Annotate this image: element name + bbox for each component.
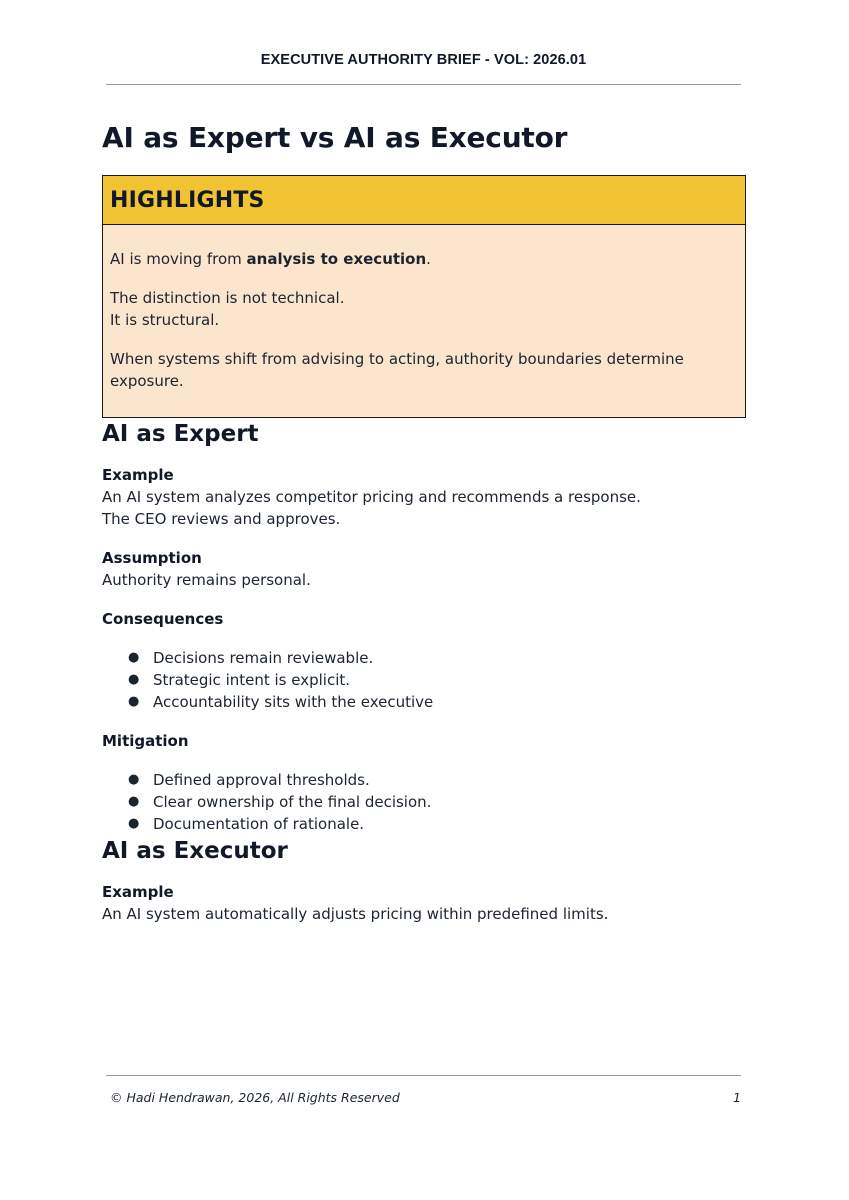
executor-example-label: Example (102, 883, 174, 901)
list-item (102, 769, 746, 791)
expert-assumption-label: Assumption (102, 549, 202, 567)
mitigation-text: Clear ownership of the final decision. (153, 793, 432, 811)
mitigation-list (102, 769, 746, 835)
executor-example-line-1: An AI system automatically adjusts pricing within predefined limits. (102, 905, 609, 923)
mitigation-text: Defined approval thresholds. (153, 771, 370, 789)
running-header: EXECUTIVE AUTHORITY BRIEF - VOL: 2026.01 (260, 52, 587, 68)
expert-assumption-block (102, 547, 746, 591)
highlights-heading: HIGHLIGHTS (110, 187, 265, 213)
highlights-body (103, 225, 745, 417)
highlights-p1-prefix: AI is moving from (110, 250, 247, 268)
list-item (102, 791, 746, 813)
expert-consequences-block (102, 608, 746, 713)
list-item (102, 647, 746, 669)
page-content (102, 118, 746, 925)
consequence-text: Accountability sits with the executive (153, 693, 434, 711)
copyright-notice: © Hadi Hendrawan, 2026, All Rights Reserved (110, 1090, 400, 1105)
page-title: AI as Expert vs AI as Executor (102, 121, 568, 154)
consequence-text: Strategic intent is explicit. (153, 671, 351, 689)
expert-example-label: Example (102, 466, 174, 484)
bullet-dot-icon: ● (128, 772, 140, 787)
list-item (102, 691, 746, 713)
expert-example-line-2: The CEO reviews and approves. (102, 510, 341, 528)
mitigation-text: Documentation of rationale. (153, 815, 365, 833)
page-number: 1 (733, 1090, 741, 1105)
highlights-p1-emphasis: analysis to execution (246, 250, 427, 268)
highlights-paragraph-3: When systems shift from advising to acting, authority boundaries determine exposure. (110, 350, 684, 390)
expert-consequences-label: Consequences (102, 610, 224, 628)
bullet-dot-icon: ● (128, 794, 140, 809)
footer-divider (106, 1075, 741, 1076)
section-heading-expert: AI as Expert (102, 421, 259, 447)
section-heading-executor: AI as Executor (102, 838, 288, 864)
consequences-list (102, 647, 746, 713)
executor-example-block (102, 881, 746, 925)
header-divider (106, 84, 741, 85)
consequence-text: Decisions remain reviewable. (153, 649, 374, 667)
expert-assumption-text: Authority remains personal. (102, 571, 311, 589)
bullet-dot-icon: ● (128, 672, 140, 687)
highlights-box (102, 175, 746, 418)
list-item (102, 669, 746, 691)
expert-example-line-1: An AI system analyzes competitor pricing and recommends a response. (102, 488, 641, 506)
list-item (102, 813, 746, 835)
expert-example-block (102, 464, 746, 530)
expert-mitigation-label: Mitigation (102, 732, 189, 750)
highlights-header (103, 176, 745, 225)
page-footer (110, 1090, 741, 1105)
bullet-dot-icon: ● (128, 650, 140, 665)
highlights-paragraph-2 (110, 287, 738, 331)
highlights-p2-line2: It is structural. (110, 311, 220, 329)
highlights-paragraph-1 (110, 248, 738, 270)
highlights-p2-line1: The distinction is not technical. (110, 289, 345, 307)
expert-mitigation-block (102, 730, 746, 835)
highlights-p1-suffix: . (426, 250, 431, 268)
bullet-dot-icon: ● (128, 694, 140, 709)
bullet-dot-icon: ● (128, 816, 140, 831)
